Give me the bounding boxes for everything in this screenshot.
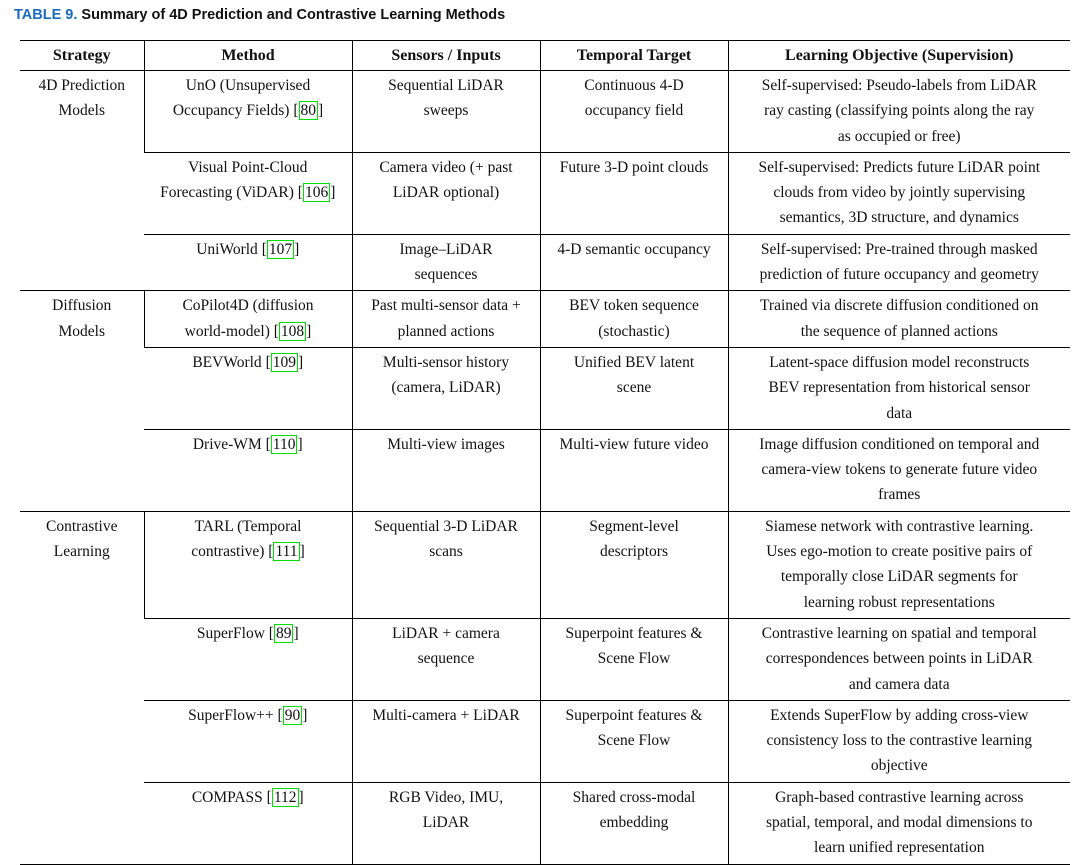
sensors-text: sweeps <box>423 102 469 120</box>
objective-line <box>735 753 1065 778</box>
objective-line <box>735 728 1065 753</box>
temporal-line <box>547 155 722 180</box>
sensors-text: planned actions <box>397 322 495 340</box>
objective-line <box>735 590 1065 615</box>
header-objective: Learning Objective (Supervision) <box>728 41 1070 71</box>
objective-cell <box>728 347 1070 429</box>
objective-text: Contrastive learning on spatial and temporal <box>761 624 1037 642</box>
method-text: UniWorld <box>196 240 258 258</box>
sensors-text: LiDAR optional) <box>392 184 500 202</box>
temporal-text: descriptors <box>599 543 668 561</box>
table-caption <box>14 7 505 23</box>
objective-line <box>735 401 1065 426</box>
temporal-text: (stochastic) <box>598 322 670 340</box>
objective-text: as occupied or free) <box>837 127 961 145</box>
citation-link[interactable]: 89 <box>275 624 292 642</box>
sensors-line <box>359 432 534 457</box>
method-text: TARL (Temporal <box>194 517 302 535</box>
method-cell <box>144 700 352 782</box>
objective-line <box>735 785 1065 810</box>
sensors-line <box>359 98 534 123</box>
citation-link[interactable]: 80 <box>300 102 317 120</box>
objective-line <box>735 98 1065 123</box>
temporal-cell <box>540 782 728 864</box>
table-number: TABLE 9. <box>14 7 78 23</box>
strategy-cell <box>20 291 144 511</box>
temporal-line <box>547 621 722 646</box>
objective-text: Self-supervised: Pseudo-labels from LiDAR <box>761 77 1037 94</box>
method-line: contrastive) [ 111 ] <box>191 543 305 561</box>
objective-line <box>735 457 1065 482</box>
header-row <box>20 41 1070 71</box>
method-text: Occupancy Fields) <box>172 102 290 120</box>
objective-line <box>735 262 1065 287</box>
temporal-text: Shared cross-modal <box>572 788 696 806</box>
temporal-line <box>547 375 722 400</box>
method-cell <box>144 291 352 348</box>
sensors-text: Camera video (+ past <box>379 158 513 176</box>
sensors-line <box>359 785 534 810</box>
sensors-cell <box>352 71 540 153</box>
temporal-line <box>547 728 722 753</box>
method-text: Visual Point-Cloud <box>188 158 308 176</box>
sensors-text: LiDAR <box>422 814 470 832</box>
sensors-text: Image–LiDAR <box>399 240 493 258</box>
temporal-line <box>547 319 722 344</box>
objective-text: ray casting (classifying points along the ray <box>764 102 1035 120</box>
method-line: Occupancy Fields) [ 80 ] <box>172 102 324 120</box>
temporal-cell <box>540 429 728 511</box>
method-cell <box>144 152 352 234</box>
objective-line <box>735 319 1065 344</box>
objective-text: objective <box>870 757 928 775</box>
sensors-cell <box>352 511 540 618</box>
table-row <box>20 152 1070 234</box>
method-cell <box>144 618 352 700</box>
header-strategy: Strategy <box>20 41 144 71</box>
sensors-line <box>359 155 534 180</box>
sensors-text: Sequential LiDAR <box>388 77 504 94</box>
header-method: Method <box>144 41 352 71</box>
method-cell <box>144 234 352 291</box>
strategy-line: Diffusion <box>52 297 112 315</box>
temporal-line <box>547 350 722 375</box>
strategy-line: 4D Prediction <box>38 77 126 94</box>
temporal-cell <box>540 152 728 234</box>
objective-line <box>735 350 1065 375</box>
table-row <box>20 700 1070 782</box>
sensors-text: scans <box>429 543 463 561</box>
objective-line <box>735 810 1065 835</box>
sensors-text: Multi-view images <box>387 435 505 453</box>
method-text: Drive-WM <box>192 435 262 453</box>
sensors-line <box>359 293 534 318</box>
temporal-text: BEV token sequence <box>569 297 699 315</box>
objective-text: data <box>886 404 913 422</box>
sensors-line <box>359 73 534 98</box>
objective-text: learn unified representation <box>814 839 985 857</box>
objective-line <box>735 237 1065 262</box>
strategy-line: Models <box>58 322 105 340</box>
citation-link[interactable]: 109 <box>272 353 296 371</box>
temporal-cell <box>540 700 728 782</box>
citation-link[interactable]: 90 <box>284 706 301 724</box>
method-line <box>151 514 346 539</box>
sensors-cell <box>352 347 540 429</box>
objective-text: clouds from video by jointly supervising <box>773 184 1026 202</box>
objective-line <box>735 703 1065 728</box>
temporal-cell <box>540 618 728 700</box>
temporal-text: Scene Flow <box>597 650 671 668</box>
sensors-line <box>359 810 534 835</box>
sensors-line <box>359 375 534 400</box>
objective-text: the sequence of planned actions <box>800 322 998 340</box>
header-sensors: Sensors / Inputs <box>352 41 540 71</box>
objective-line <box>735 646 1065 671</box>
sensors-text: LiDAR + camera <box>392 624 500 642</box>
method-cell <box>144 511 352 618</box>
sensors-line <box>359 514 534 539</box>
strategy-line: Learning <box>53 543 110 561</box>
temporal-line <box>547 539 722 564</box>
sensors-text: (camera, LiDAR) <box>391 379 501 397</box>
temporal-text: Segment-level <box>589 517 679 535</box>
table-row <box>20 511 1070 618</box>
sensors-cell <box>352 291 540 348</box>
objective-line <box>735 205 1065 230</box>
sensors-line <box>359 237 534 262</box>
temporal-line <box>547 98 722 123</box>
method-text: contrastive) <box>191 543 265 561</box>
table-body <box>20 71 1070 865</box>
sensors-text: Multi-camera + LiDAR <box>372 706 520 724</box>
objective-text: Self-supervised: Pre-trained through masked <box>760 240 1038 258</box>
temporal-text: scene <box>616 379 652 397</box>
sensors-line <box>359 350 534 375</box>
objective-text: correspondences between points in LiDAR <box>765 650 1033 668</box>
sensors-line <box>359 180 534 205</box>
objective-text: learning robust representations <box>803 593 995 611</box>
objective-text: Image diffusion conditioned on temporal and <box>759 435 1040 453</box>
citation-link[interactable]: 111 <box>275 543 298 561</box>
objective-text: Uses ego-motion to create positive pairs of <box>766 543 1033 561</box>
temporal-text: Future 3-D point clouds <box>559 158 709 176</box>
temporal-line <box>547 810 722 835</box>
objective-line <box>735 539 1065 564</box>
method-cell <box>144 71 352 153</box>
objective-text: frames <box>878 486 921 504</box>
strategy-cell <box>20 71 144 291</box>
temporal-text: Unified BEV latent <box>573 353 695 371</box>
sensors-text: Multi-sensor history <box>382 353 510 371</box>
objective-cell <box>728 782 1070 864</box>
objective-cell <box>728 700 1070 782</box>
objective-line <box>735 432 1065 457</box>
objective-line <box>735 835 1065 860</box>
objective-text: spatial, temporal, and modal dimensions to <box>766 814 1033 832</box>
sensors-line <box>359 703 534 728</box>
sensors-line <box>359 621 534 646</box>
sensors-text: Sequential 3-D LiDAR <box>374 517 518 535</box>
strategy-cell <box>20 511 144 864</box>
objective-cell <box>728 234 1070 291</box>
strategy-line: Models <box>58 102 105 120</box>
method-text: SuperFlow++ <box>188 706 274 724</box>
citation-link[interactable]: 110 <box>272 435 296 453</box>
method-text: SuperFlow <box>196 624 265 642</box>
objective-cell <box>728 618 1070 700</box>
method-line: Forecasting (ViDAR) [ 106 ] <box>160 184 336 202</box>
sensors-text: sequences <box>414 266 478 284</box>
objective-text: Graph-based contrastive learning across <box>775 788 1024 806</box>
temporal-text: Continuous 4-D <box>584 77 684 94</box>
method-line <box>151 293 346 318</box>
temporal-line <box>547 514 722 539</box>
citation-link[interactable]: 112 <box>273 788 297 806</box>
objective-cell <box>728 71 1070 153</box>
objective-line <box>735 293 1065 318</box>
objective-text: BEV representation from historical sensor <box>768 379 1030 397</box>
objective-line <box>735 621 1065 646</box>
objective-text: Trained via discrete diffusion conditioned on <box>759 297 1039 315</box>
temporal-cell <box>540 347 728 429</box>
method-cell <box>144 347 352 429</box>
temporal-line <box>547 73 722 98</box>
methods-table <box>20 40 1070 865</box>
objective-text: temporally close LiDAR segments for <box>780 568 1018 586</box>
objective-line <box>735 155 1065 180</box>
objective-text: Self-supervised: Predicts future LiDAR point <box>758 158 1041 176</box>
method-line: Drive-WM [ 110 ] <box>192 435 303 453</box>
temporal-line <box>547 703 722 728</box>
sensors-text: RGB Video, IMU, <box>388 788 504 806</box>
method-text: world-model) <box>184 322 270 340</box>
objective-cell <box>728 511 1070 618</box>
sensors-cell <box>352 700 540 782</box>
method-line: SuperFlow [ 89 ] <box>196 624 299 642</box>
table-row <box>20 429 1070 511</box>
sensors-line <box>359 319 534 344</box>
objective-text: Extends SuperFlow by adding cross-view <box>770 706 1029 724</box>
temporal-text: 4-D semantic occupancy <box>557 240 711 258</box>
table-row <box>20 347 1070 429</box>
method-line: SuperFlow++ [ 90 ] <box>188 706 308 724</box>
temporal-line <box>547 785 722 810</box>
temporal-cell <box>540 291 728 348</box>
temporal-line <box>547 646 722 671</box>
temporal-text: occupancy field <box>584 102 684 120</box>
sensors-cell <box>352 618 540 700</box>
table-row <box>20 71 1070 153</box>
header-temporal: Temporal Target <box>540 41 728 71</box>
objective-text: semantics, 3D structure, and dynamics <box>779 209 1019 227</box>
table-title: Summary of 4D Prediction and Contrastive Learning Methods <box>81 7 506 23</box>
objective-cell <box>728 291 1070 348</box>
temporal-text: embedding <box>599 814 669 832</box>
temporal-line <box>547 432 722 457</box>
objective-text: prediction of future occupancy and geometry <box>759 266 1039 284</box>
objective-line <box>735 73 1065 98</box>
sensors-cell <box>352 234 540 291</box>
method-line: UniWorld [ 107 ] <box>196 240 300 258</box>
table-row <box>20 782 1070 864</box>
objective-line <box>735 180 1065 205</box>
temporal-cell <box>540 511 728 618</box>
method-text: BEVWorld <box>192 353 262 371</box>
method-line <box>151 73 346 98</box>
table-container <box>20 40 1070 865</box>
method-cell <box>144 429 352 511</box>
temporal-text: Multi-view future video <box>559 435 709 453</box>
method-text: COMPASS <box>191 788 263 806</box>
method-cell <box>144 782 352 864</box>
objective-line <box>735 482 1065 507</box>
objective-line <box>735 124 1065 149</box>
method-text: CoPilot4D (diffusion <box>182 297 314 315</box>
sensors-text: Past multi-sensor data + <box>371 297 521 315</box>
objective-text: consistency loss to the contrastive learning <box>766 732 1033 750</box>
sensors-line <box>359 262 534 287</box>
objective-line <box>735 514 1065 539</box>
objective-text: camera-view tokens to generate future video <box>761 461 1038 479</box>
method-line: BEVWorld [ 109 ] <box>192 353 304 371</box>
objective-cell <box>728 429 1070 511</box>
method-text: Forecasting (ViDAR) <box>160 184 294 202</box>
table-row <box>20 618 1070 700</box>
objective-line <box>735 564 1065 589</box>
temporal-line <box>547 237 722 262</box>
objective-text: Siamese network with contrastive learning. <box>765 517 1034 535</box>
sensors-cell <box>352 429 540 511</box>
sensors-line <box>359 646 534 671</box>
temporal-cell <box>540 71 728 153</box>
temporal-text: Scene Flow <box>597 732 671 750</box>
citation-link[interactable]: 106 <box>304 184 329 202</box>
sensors-cell <box>352 152 540 234</box>
temporal-text: Superpoint features & <box>565 706 703 724</box>
objective-line <box>735 672 1065 697</box>
table-row <box>20 234 1070 291</box>
objective-cell <box>728 152 1070 234</box>
temporal-cell <box>540 234 728 291</box>
citation-link[interactable]: 108 <box>280 322 305 340</box>
sensors-text: sequence <box>417 650 475 668</box>
sensors-cell <box>352 782 540 864</box>
strategy-line: Contrastive <box>46 517 118 535</box>
temporal-line <box>547 293 722 318</box>
temporal-text: Superpoint features & <box>565 624 703 642</box>
method-line <box>150 155 346 180</box>
method-text: UnO (Unsupervised <box>185 77 311 94</box>
citation-link[interactable]: 107 <box>268 240 293 258</box>
objective-line <box>735 375 1065 400</box>
objective-text: and camera data <box>848 675 950 693</box>
method-line: COMPASS [ 112 ] <box>191 788 304 806</box>
table-row <box>20 291 1070 348</box>
method-line: world-model) [ 108 ] <box>184 322 312 340</box>
sensors-line <box>359 539 534 564</box>
objective-text: Latent-space diffusion model reconstructs <box>769 353 1030 371</box>
